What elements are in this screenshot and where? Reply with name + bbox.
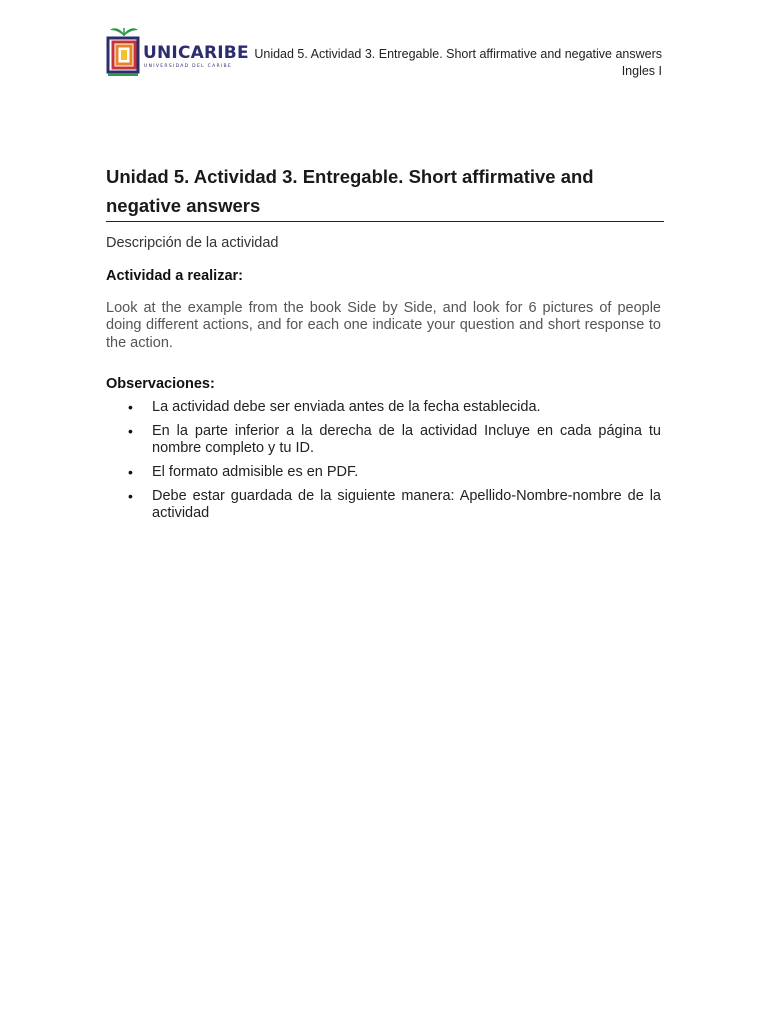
bullet-icon: • [128,463,133,480]
bullet-icon: • [128,422,133,439]
observations-heading: Observaciones: [106,376,215,392]
list-item [106,488,661,523]
logo-subtitle: UNIVERSIDAD DEL CARIBE [144,64,233,69]
description-label: Descripción de la actividad [106,235,279,251]
observations-list [106,399,661,529]
document-title: Unidad 5. Actividad 3. Entregable. Short affirmative and negative answers [106,166,594,216]
observation-text: En la parte inferior a la derecha de la actividad Incluye en cada página tu nombre completo y tu ID. [152,422,661,457]
list-item [106,399,661,416]
observation-text: Debe estar guardada de la siguiente manera: Apellido-Nombre-nombre de la actividad [152,487,661,521]
page-header [106,24,662,80]
list-item [106,464,661,481]
activity-heading: Actividad a realizar: [106,268,243,284]
bullet-icon: • [128,487,133,504]
title-divider [106,221,664,222]
bullet-icon: • [128,399,133,415]
header-line-1: Unidad 5. Actividad 3. Entregable. Short affirmative and negative answers [254,47,662,61]
unicaribe-logo [106,24,249,78]
activity-text: Look at the example from the book Side by Side, and look for 6 pictures of people doing different actions, and for each one indicate your question and short response to the action. [106,300,661,351]
observation-text: La actividad debe ser enviada antes de la fecha establecida. [152,399,541,415]
logo-wordmark: UNICARIBE [143,43,249,63]
logo-emblem-icon [106,24,142,78]
header-caption [254,46,662,80]
list-item [106,423,661,458]
header-line-2: Ingles I [621,64,662,78]
observation-text: El formato admisible es en PDF. [152,463,359,480]
